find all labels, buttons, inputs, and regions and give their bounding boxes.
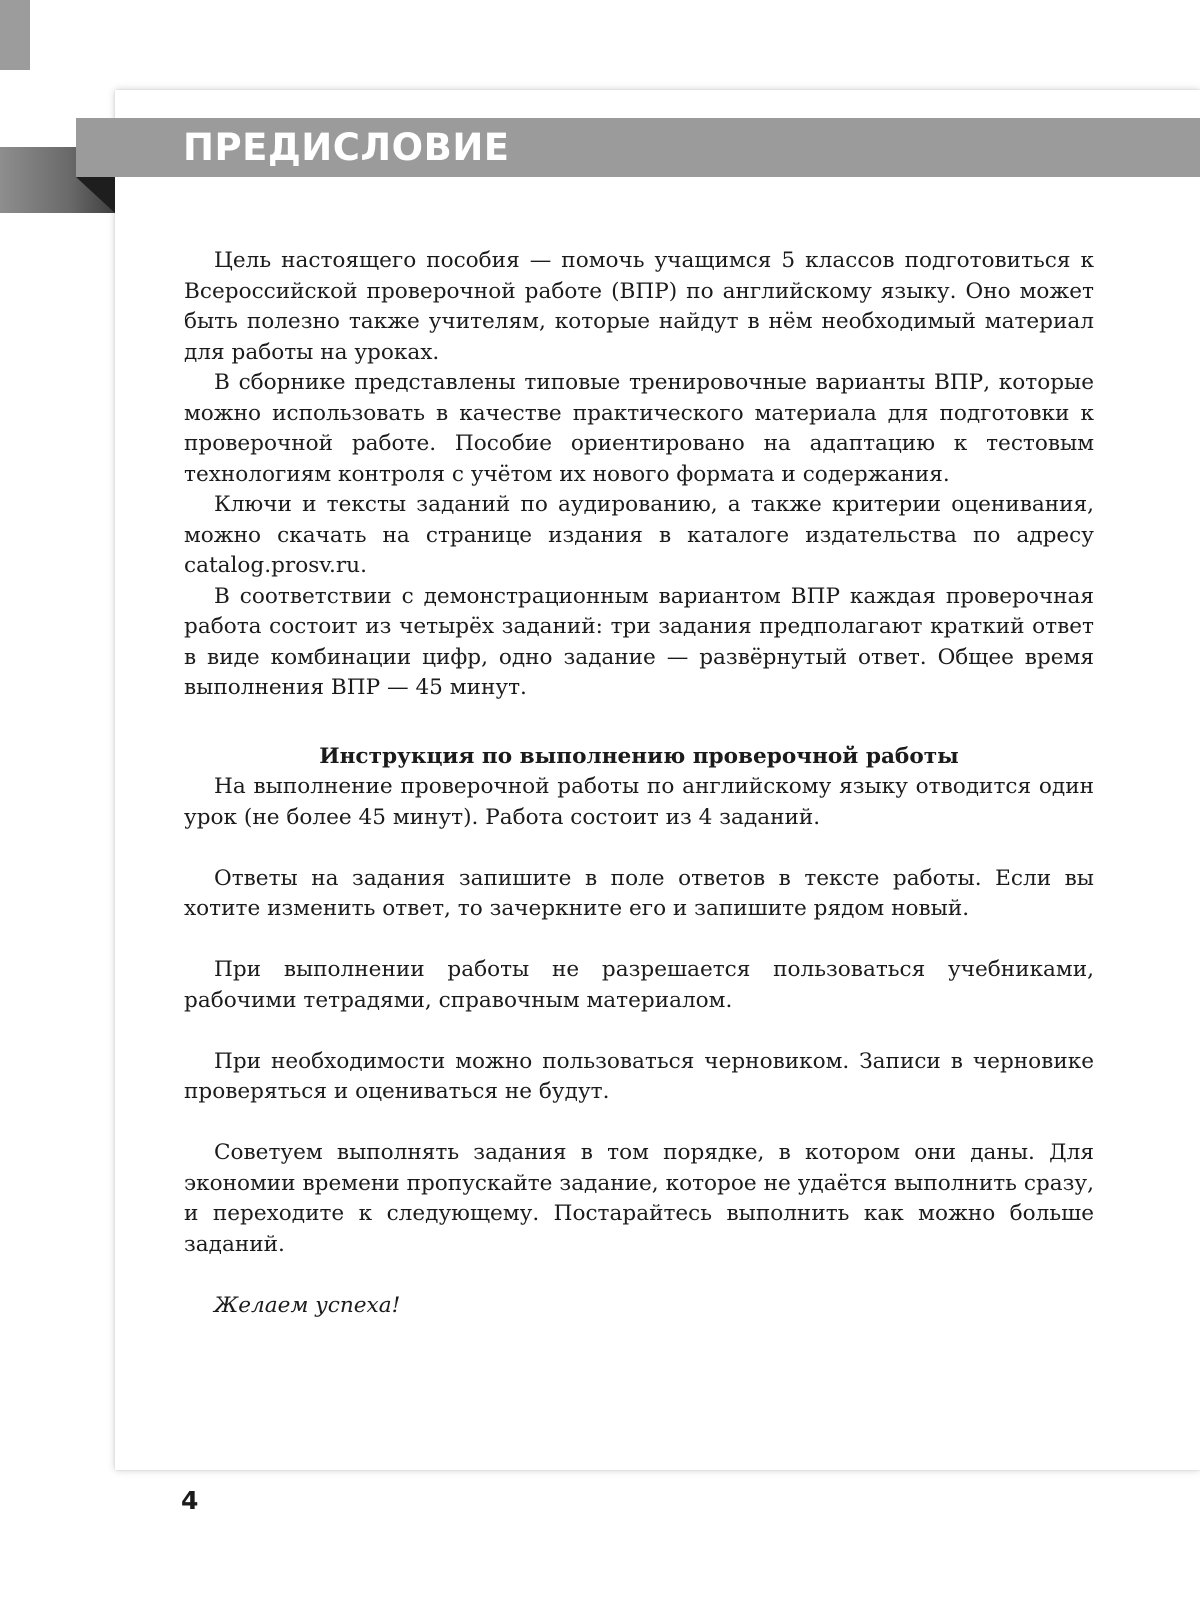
instruction-paragraph-3: При выполнении работы не разрешается пользоваться учебниками, рабочими тетрадями, справочным материалом. xyxy=(184,957,1094,1013)
page-content xyxy=(184,246,1094,1321)
intro-paragraph-2: В сборнике представлены типовые тренировочные варианты ВПР, которые можно использовать в качестве практического материала для подготовки к проверочной работе. Пособие ориентировано на адаптацию к тестовым технологиям контроля с учётом их нового формата и содержания. xyxy=(184,370,1094,487)
intro-paragraph-1: Цель настоящего пособия — помочь учащимся 5 классов подготовиться к Всероссийской проверочной работе (ВПР) по английскому языку. Оно может быть полезно также учителям, которые найдут в нём необходимый материал для работы на уроках. xyxy=(184,248,1094,365)
instruction-paragraph-2: Ответы на задания запишите в поле ответов в тексте работы. Если вы хотите изменить ответ, то зачеркните его и запишите рядом новый. xyxy=(184,865,1094,921)
corner-tab-decoration xyxy=(0,0,30,70)
instruction-paragraph-1: На выполнение проверочной работы по английскому языку отводится один урок (не более 45 минут). Работа состоит из 4 заданий. xyxy=(184,774,1094,830)
intro-paragraph-3: Ключи и тексты заданий по аудированию, а также критерии оценивания, можно скачать на странице издания в каталоге издательства по адресу catalog.prosv.ru. xyxy=(184,492,1094,578)
instructions-heading: Инструкция по выполнению проверочной работы xyxy=(319,743,959,769)
page-title: ПРЕДИСЛОВИЕ xyxy=(183,126,510,169)
intro-paragraph-4: В соответствии с демонстрационным вариантом ВПР каждая проверочная работа состоит из четырёх заданий: три задания предполагают краткий ответ в виде комбинации цифр, одно задание — развёрнутый ответ. Общее время выполнения ВПР — 45 минут. xyxy=(184,583,1094,700)
instruction-paragraph-5: Советуем выполнять задания в том порядке, в котором они даны. Для экономии времени пропускайте задание, которое не удаётся выполнить сразу, и переходите к следующему. Постарайтесь выполнить как можно больше заданий. xyxy=(184,1140,1094,1257)
instruction-paragraph-4: При необходимости можно пользоваться черновиком. Записи в черновике проверяться и оцениваться не будут. xyxy=(184,1048,1094,1104)
ribbon-fold-decoration xyxy=(76,177,115,213)
page-number: 4 xyxy=(181,1486,199,1515)
closing-wish: Желаем успеха! xyxy=(214,1292,401,1318)
